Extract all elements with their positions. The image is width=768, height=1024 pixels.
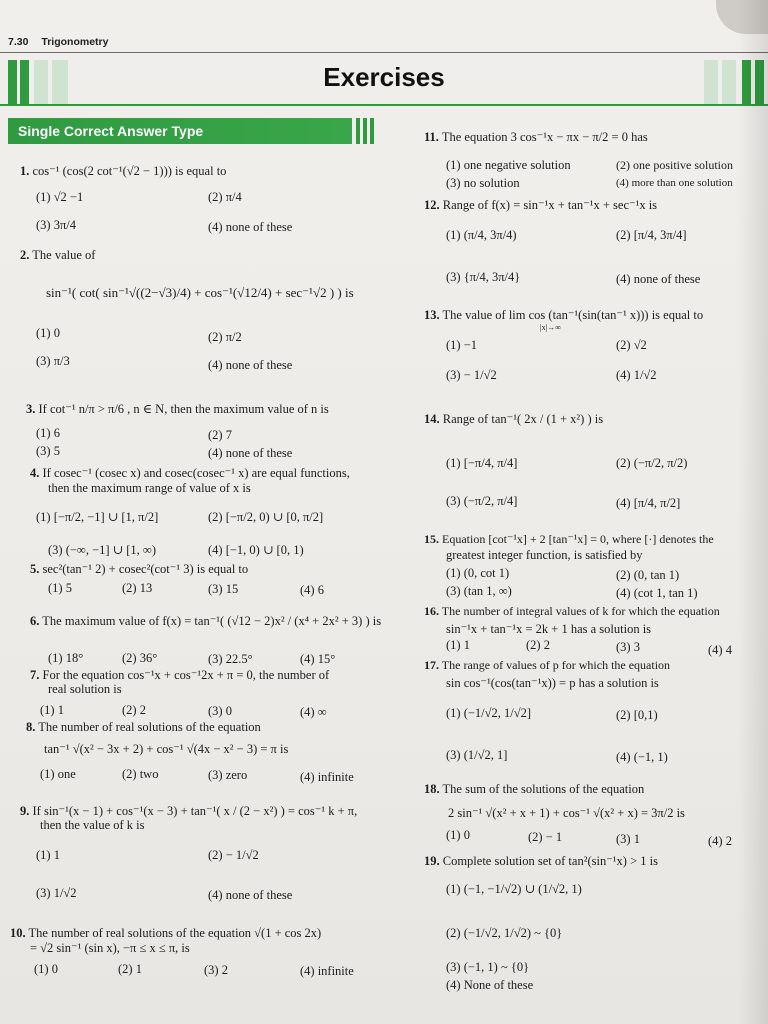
question-1: 1. cos⁻¹ (cos(2 cot⁻¹(√2 − 1))) is equal to: [20, 164, 227, 178]
option: (2) [−π/2, 0) ∪ [0, π/2]: [208, 510, 324, 524]
option: (1) −1: [446, 338, 477, 352]
option: (1) 1: [446, 638, 470, 652]
question-10-line2: = √2 sin⁻¹ (sin x), −π ≤ x ≤ π, is: [30, 941, 190, 955]
option: (3) (−∞, −1] ∪ [1, ∞): [48, 543, 156, 557]
option: (4) none of these: [208, 220, 293, 234]
option: (3) 2: [204, 963, 228, 977]
option: (1) 18°: [48, 651, 84, 665]
question-12: 12. Range of f(x) = sin⁻¹x + tan⁻¹x + sec⁻¹x is: [424, 198, 658, 212]
question-10: 10. The number of real solutions of the equation √(1 + cos 2x): [10, 926, 322, 940]
question-3: 3. If cot⁻¹ n/π > π/6 , n ∈ N, then the maximum value of n is: [26, 402, 329, 416]
decor-bar: [755, 60, 764, 104]
option: (3) no solution: [446, 176, 520, 190]
limit-subscript: |x|→∞: [540, 323, 561, 332]
option: (4) none of these: [208, 888, 293, 902]
page-title: Exercises: [323, 62, 445, 92]
option: (3) 5: [36, 444, 60, 458]
option: (4) infinite: [300, 964, 354, 978]
option: (3) (1/√2, 1]: [446, 748, 508, 762]
section-banner: Single Correct Answer Type: [8, 118, 352, 144]
option: (2) π/2: [208, 330, 242, 344]
question-11: 11. The equation 3 cos⁻¹x − πx − π/2 = 0 has: [424, 130, 648, 144]
option: (4) [π/4, π/2]: [616, 496, 681, 510]
question-13: 13. The value of lim cos (tan⁻¹(sin(tan⁻¹ x))) is equal to: [424, 308, 704, 322]
question-16: 16. The number of integral values of k for which the equation: [424, 604, 720, 618]
option: (4) [−1, 0) ∪ [0, 1): [208, 543, 304, 557]
option: (2) √2: [616, 338, 647, 352]
option: (4) (−1, 1): [616, 750, 668, 764]
option: (3) 22.5°: [208, 652, 253, 666]
option: (1) 6: [36, 426, 60, 440]
option: (3) {π/4, 3π/4}: [446, 270, 521, 284]
option: (4) (cot 1, tan 1): [616, 586, 698, 600]
option: (2) one positive solution: [616, 158, 733, 172]
header-rule: [0, 52, 768, 53]
option: (4) 6: [300, 583, 324, 597]
option: (4) 1/√2: [616, 368, 657, 382]
question-14: 14. Range of tan⁻¹( 2x / (1 + x²) ) is: [424, 412, 604, 426]
option: (3) 15: [208, 582, 239, 596]
page-corner: [716, 0, 768, 34]
option: (1) 5: [48, 581, 72, 595]
option: (3) zero: [208, 768, 248, 782]
question-19: 19. Complete solution set of tan²(sin⁻¹x) > 1 is: [424, 854, 658, 868]
option: (2) [π/4, 3π/4]: [616, 228, 687, 242]
option: (2) − 1/√2: [208, 848, 259, 862]
option: (1) 0: [34, 962, 58, 976]
question-18: 18. The sum of the solutions of the equation: [424, 782, 645, 796]
option: (3) (tan 1, ∞): [446, 584, 512, 598]
option: (1) 1: [40, 703, 64, 717]
option: (4) 15°: [300, 652, 336, 666]
question-4-line2: then the maximum range of value of x is: [48, 481, 251, 495]
question-15: 15. Equation [cot⁻¹x] + 2 [tan⁻¹x] = 0, where [·] denotes the: [424, 532, 714, 546]
running-head: [8, 36, 108, 48]
decor-bar: [742, 60, 751, 104]
option: (1) (0, cot 1): [446, 566, 510, 580]
option: (4) ∞: [300, 705, 327, 719]
option: (2) 7: [208, 428, 232, 442]
question-15-line2: greatest integer function, is satisfied by: [446, 548, 643, 562]
option: (2) 2: [122, 703, 146, 717]
option: (4) infinite: [300, 770, 354, 784]
option: (1) 0: [36, 326, 60, 340]
option: (1) 0: [446, 828, 470, 842]
option: (2) − 1: [528, 830, 563, 844]
question-18-line2: 2 sin⁻¹ √(x² + x + 1) + cos⁻¹ √(x² + x) = 3π/2 is: [448, 806, 685, 820]
option: (4) none of these: [616, 272, 701, 286]
option: (2) (−π/2, π/2): [616, 456, 688, 470]
option: (4) more than one solution: [616, 177, 733, 189]
option: (2) 2: [526, 638, 550, 652]
option: (3) 0: [208, 704, 232, 718]
question-2: 2. The value of: [20, 248, 96, 262]
option: (3) 3π/4: [36, 218, 76, 232]
question-4: 4. If cosec⁻¹ (cosec x) and cosec(cosec⁻¹ x) are equal functions,: [30, 466, 350, 480]
option: (2) (−1/√2, 1/√2) ~ {0}: [446, 926, 563, 940]
question-16-line2: sin⁻¹x + tan⁻¹x = 2k + 1 has a solution is: [446, 622, 652, 636]
option: (2) 13: [122, 581, 153, 595]
option: (1) 1: [36, 848, 60, 862]
question-17-line2: sin cos⁻¹(cos(tan⁻¹x)) = p has a solution is: [446, 676, 659, 690]
option: (1) √2 −1: [36, 190, 84, 204]
question-9: 9. If sin⁻¹(x − 1) + cos⁻¹(x − 3) + tan⁻¹( x / (2 − x²) ) = cos⁻¹ k + π,: [20, 804, 358, 818]
option: (1) one negative solution: [446, 158, 571, 172]
option: (3) (−π/2, π/4]: [446, 494, 518, 508]
running-head-chapter: Trigonometry: [41, 36, 109, 48]
option: (3) 1: [616, 832, 640, 846]
title-rule: [0, 104, 768, 106]
option: (1) (π/4, 3π/4): [446, 228, 517, 242]
running-head-section: 7.30: [8, 36, 29, 48]
question-7-line2: real solution is: [48, 682, 122, 696]
option: (2) [0,1): [616, 708, 658, 722]
option: (1) one: [40, 767, 76, 781]
option: (1) [−π/2, −1] ∪ [1, π/2]: [36, 510, 159, 524]
option: (3) 3: [616, 640, 640, 654]
option: (4) none of these: [208, 358, 293, 372]
question-9-line2: then the value of k is: [40, 818, 145, 832]
option: (2) two: [122, 767, 159, 781]
question-8: 8. The number of real solutions of the equation: [26, 720, 261, 734]
option: (4) None of these: [446, 978, 534, 992]
option: (1) (−1, −1/√2) ∪ (1/√2, 1): [446, 882, 582, 896]
question-17: 17. The range of values of p for which the equation: [424, 658, 671, 672]
option: (2) π/4: [208, 190, 242, 204]
question-7: 7. For the equation cos⁻¹x + cos⁻¹2x + π = 0, the number of: [30, 668, 330, 682]
option: (3) − 1/√2: [446, 368, 497, 382]
question-6: 6. The maximum value of f(x) = tan⁻¹( (√12 − 2)x² / (x⁴ + 2x² + 3) ) is: [30, 614, 382, 628]
option: (4) none of these: [208, 446, 293, 460]
question-5: 5. sec²(tan⁻¹ 2) + cosec²(cot⁻¹ 3) is equal to: [30, 562, 249, 576]
option: (3) (−1, 1) ~ {0}: [446, 960, 530, 974]
question-2-expression: sin⁻¹( cot( sin⁻¹√((2−√3)/4) + cos⁻¹(√12/4) + sec⁻¹√2 ) ) is: [46, 285, 354, 300]
option: (4) 2: [708, 834, 732, 848]
option: (2) (0, tan 1): [616, 568, 680, 582]
question-8-line2: tan⁻¹ √(x² − 3x + 2) + cos⁻¹ √(4x − x² − 3) = π is: [44, 742, 289, 756]
option: (2) 1: [118, 962, 142, 976]
option: (1) [−π/4, π/4]: [446, 456, 518, 470]
option: (4) 4: [708, 643, 732, 657]
option: (3) 1/√2: [36, 886, 77, 900]
option: (3) π/3: [36, 354, 70, 368]
option: (1) (−1/√2, 1/√2]: [446, 706, 531, 720]
option: (2) 36°: [122, 651, 158, 665]
